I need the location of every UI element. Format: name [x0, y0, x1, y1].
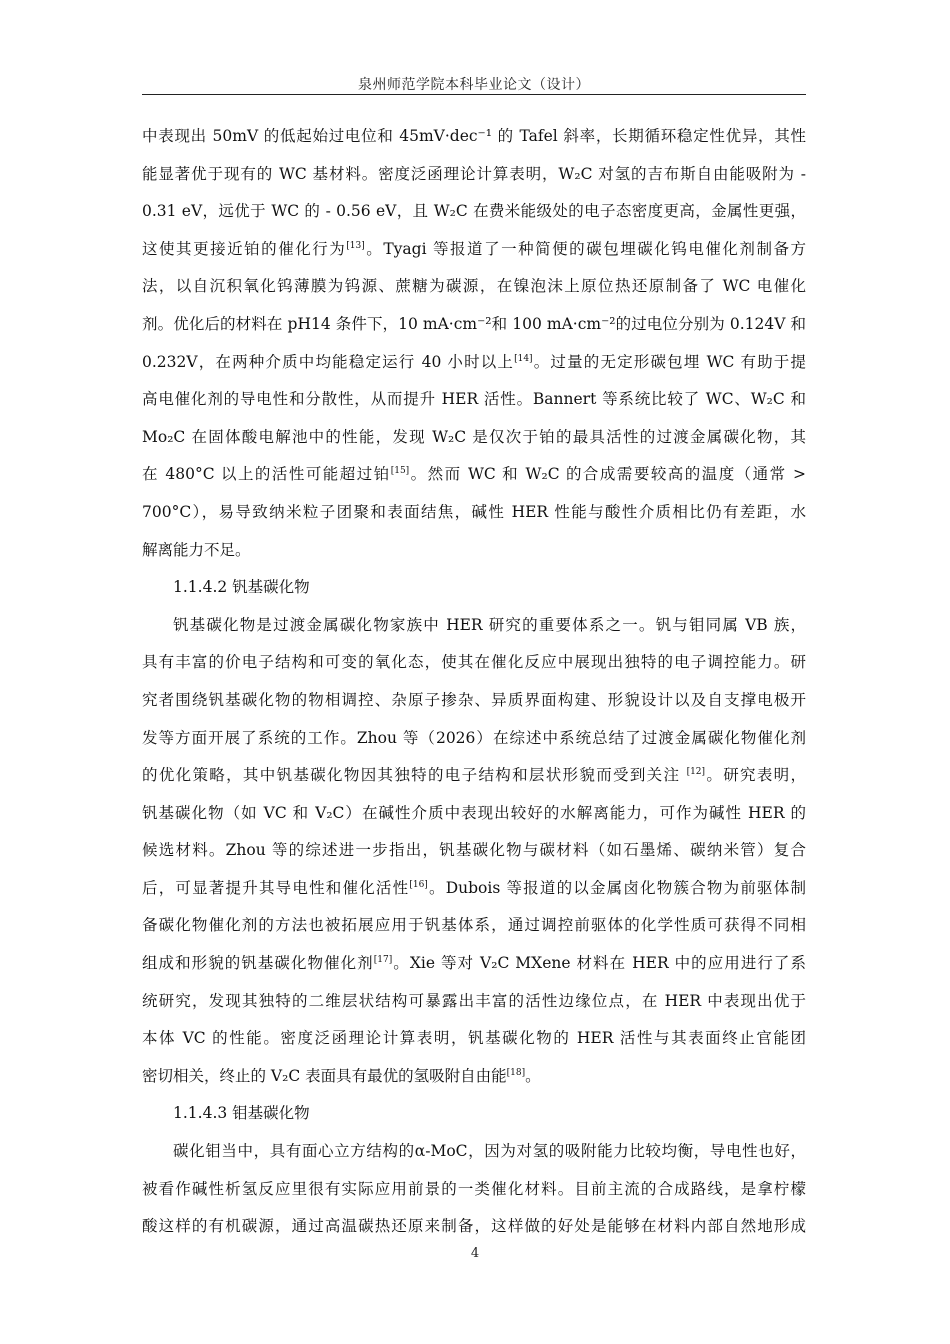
text-line: 钒基碳化物（如 VC 和 V₂C）在碱性介质中表现出较好的水解离能力，可作为碱性 HER 的 [142, 803, 806, 822]
text-line: 法，以自沉积氧化钨薄膜为钨源、蔗糖为碳源，在镍泡沫上原位热还原制备了 WC 电催化 [142, 277, 806, 296]
text-line: 0.31 eV，远优于 WC 的 - 0.56 eV，且 W₂C 在费米能级处的电子态密度更高，金属性更强， [142, 202, 806, 221]
page-number: 4 [470, 1246, 480, 1261]
text-line: 700°C），易导致纳米粒子团聚和表面结焦，碱性 HER 性能与酸性介质相比仍有差距，水 [142, 502, 806, 521]
text-line: 统研究，发现其独特的二维层状结构可暴露出丰富的活性边缘位点，在 HER 中表现出优于 [142, 991, 806, 1010]
text-line: 酸这样的有机碳源，通过高温碳热还原来制备，这样做的好处是能够在材料内部自然地形成 [142, 1217, 806, 1236]
text-line: 究者围绕钒基碳化物的物相调控、杂原子掺杂、异质界面构建、形貌设计以及自支撑电极开 [142, 690, 806, 709]
section-heading-vanadium-carbide: 1.1.4.2 钒基碳化物 [173, 578, 310, 597]
text-line: 被看作碱性析氢反应里很有实际应用前景的一类催化材料。目前主流的合成路线，是拿柠檬 [142, 1179, 806, 1198]
paragraph-tungsten-carbide [142, 118, 806, 569]
paragraph-molybdenum-carbide [142, 1133, 806, 1246]
text-line: 碳化钼当中，具有面心立方结构的α-MoC，因为对氢的吸附能力比较均衡，导电性也好， [173, 1142, 806, 1161]
text-line: 发等方面开展了系统的工作。Zhou 等（2026）在综述中系统总结了过渡金属碳化物催化剂 [142, 728, 806, 747]
text-line: 解离能力不足。 [142, 540, 251, 559]
text-line: 高电催化剂的导电性和分散性，从而提升 HER 活性。Bannert 等系统比较了 WC、W₂C 和 [142, 390, 806, 409]
text-line: 在 480°C 以上的活性可能超过铂[15]。然而 WC 和 W₂C 的合成需要较高的温度（通常 > [142, 465, 806, 484]
text-line: Mo₂C 在固体酸电解池中的性能，发现 W₂C 是仅次于铂的最具活性的过渡金属碳化物，其 [142, 427, 806, 446]
text-line: 后，可显著提升其导电性和催化活性[16]。Dubois 等报道的以金属卤化物簇合物为前驱体制 [142, 878, 806, 897]
text-line: 候选材料。Zhou 等的综述进一步指出，钒基碳化物与碳材料（如石墨烯、碳纳米管）复合 [142, 841, 806, 860]
text-line: 本体 VC 的性能。密度泛函理论计算表明，钒基碳化物的 HER 活性与其表面终止官能团 [142, 1029, 806, 1048]
text-line: 中表现出 50mV 的低起始过电位和 45mV·dec⁻¹ 的 Tafel 斜率，长期循环稳定性优异，其性 [142, 127, 806, 145]
text-line: 密切相关，终止的 V₂C 表面具有最优的氢吸附自由能[18]。 [142, 1066, 541, 1085]
text-line: 备碳化物催化剂的方法也被拓展应用于钒基体系，通过调控前驱体的化学性质可获得不同相 [142, 916, 806, 935]
section-heading-molybdenum-carbide: 1.1.4.3 钼基碳化物 [173, 1104, 310, 1123]
paragraph-vanadium-carbide [142, 607, 806, 1096]
text-line: 剂。优化后的材料在 pH14 条件下，10 mA·cm⁻²和 100 mA·cm⁻²的过电位分别为 0.124V 和 [142, 314, 806, 333]
text-line: 钒基碳化物是过渡金属碳化物家族中 HER 研究的重要体系之一。钒与钼同属 VB 族， [173, 615, 806, 634]
text-line: 能显著优于现有的 WC 基材料。密度泛函理论计算表明，W₂C 对氢的吉布斯自由能吸附为 - [142, 164, 806, 183]
text-line: 这使其更接近铂的催化行为[13]。Tyagi 等报道了一种简便的碳包埋碳化钨电催化剂制备方 [142, 239, 806, 258]
text-line: 组成和形貌的钒基碳化物催化剂[17]。Xie 等对 V₂C MXene 材料在 HER 中的应用进行了系 [142, 954, 806, 973]
text-line: 0.232V，在两种介质中均能稳定运行 40 小时以上[14]。过量的无定形碳包埋 WC 有助于提 [142, 352, 806, 371]
header-divider [142, 94, 806, 95]
running-header: 泉州师范学院本科毕业论文（设计） [358, 77, 590, 93]
text-line: 的优化策略，其中钒基碳化物因其独特的电子结构和层状形貌而受到关注 [12]。研究表明， [142, 766, 806, 785]
document-body [142, 118, 806, 1246]
text-line: 具有丰富的价电子结构和可变的氧化态，使其在催化反应中展现出独特的电子调控能力。研 [142, 653, 806, 672]
